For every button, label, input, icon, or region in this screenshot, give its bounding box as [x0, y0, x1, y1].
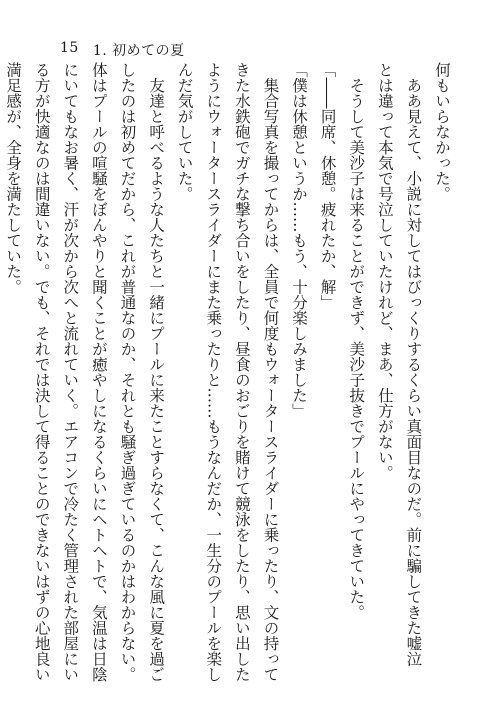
text-line: 体はプールの喧騒をぼんやりと聞くことが癒やしになるくらいにヘトヘトで、気温は日陰: [89, 62, 108, 682]
vertical-body-text: [0, 62, 456, 682]
text-line: 「――同席、休憩。疲れたか、解」: [318, 62, 337, 310]
text-line: 集合写真を撮ってからは、全員で何度もウォータースライダーに乗ったり、文の持って: [261, 62, 280, 682]
text-line: ああ見えて、小説に対してはびっくりするくらい真面目なのだ。前に騙してきた嘘泣: [404, 62, 423, 667]
text-line: きた水鉄砲でガチな撃ち合いをしたり、昼食のおごりを賭けて競泳をしたり、思い出した: [232, 62, 251, 682]
text-line: とは違って本気で号泣していたけれど、まあ、仕方がない。: [375, 62, 394, 481]
text-line: にいてもなお暑く、汗が次から次へと流れていく。エアコンで冷たく管理された部屋にい: [61, 62, 80, 682]
text-line: る方が快適なのは間違いない。でも、それでは決して得ることのできないはずの心地良い: [32, 62, 51, 682]
text-line: 満足感が、全身を満たしていた。: [4, 62, 23, 295]
text-line: ようにウォータースライダーにまた乗ったりと……もうなんだか、一生分のプールを楽し: [204, 62, 223, 682]
text-line: んだ気がしていた。: [175, 62, 194, 202]
text-line: 「僕は休憩というか……もう、十分楽しみました」: [290, 62, 309, 419]
running-header: [60, 40, 185, 60]
chapter-title: 1. 初めての夏: [92, 43, 185, 59]
text-line: 何もいらなかった。: [433, 62, 451, 202]
text-line: したのは初めてだから、これが普通なのか、それとも騒ぎ過ぎているのかはわからない。: [118, 62, 137, 682]
text-line: 友達と呼べるような人たちと一緒にプールに来たことすらなくて、こんな風に夏を過ご: [147, 62, 166, 682]
text-line: そうして美沙子は来ることができず、美沙子抜きでプールにやってきていた。: [347, 62, 366, 620]
page-number: 15: [60, 40, 79, 56]
